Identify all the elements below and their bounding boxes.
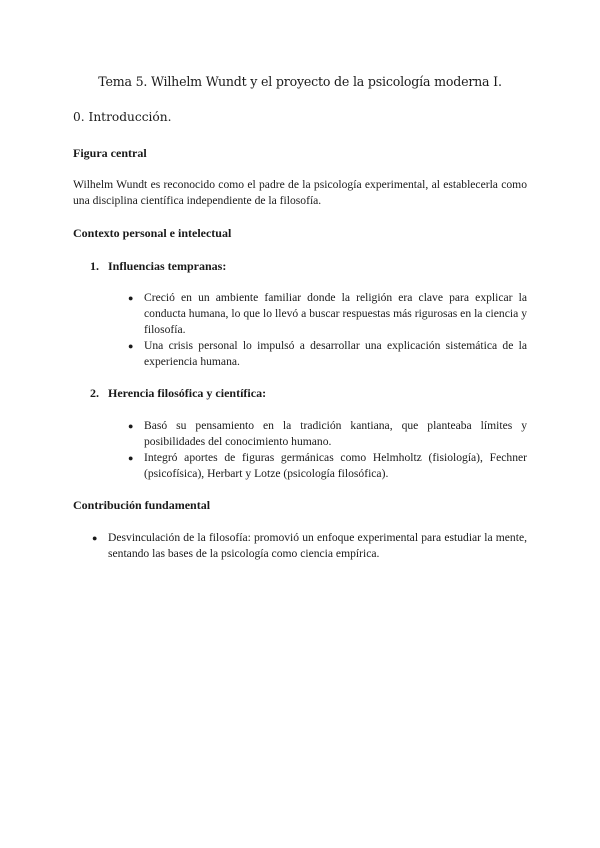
numbered-heading-text: Influencias tempranas:	[108, 259, 227, 273]
bullet-icon: ●	[128, 341, 134, 351]
list-item-text: Basó su pensamiento en la tradición kantiana, que planteaba límites y posibilidades del conocimiento humano.	[144, 419, 527, 448]
bullet-icon: ●	[128, 453, 134, 463]
bullet-icon: ●	[128, 293, 134, 303]
list-item	[128, 338, 527, 370]
subheading-figura-central: Figura central	[73, 146, 147, 160]
section-heading-introduccion: 0. Introducción.	[73, 110, 172, 124]
list-item	[128, 290, 527, 338]
list-number: 2.	[90, 386, 99, 400]
paragraph-figura-central: Wilhelm Wundt es reconocido como el padre de la psicología experimental, al establecerla como una disciplina científica independiente de la filosofía.	[73, 178, 527, 207]
document-title: Tema 5. Wilhelm Wundt y el proyecto de la psicología moderna I.	[98, 74, 502, 89]
list-item-text: Integró aportes de figuras germánicas como Helmholtz (fisiología), Fechner (psicofísica), Herbart y Lotze (psicología filosófica).	[144, 451, 527, 480]
numbered-heading-text: Herencia filosófica y científica:	[108, 386, 267, 400]
list-item-text: Desvinculación de la filosofía: promovió un enfoque experimental para estudiar la mente, sentando las bases de la psicología como ciencia empírica.	[108, 531, 527, 560]
list-item-text: Una crisis personal lo impulsó a desarrollar una explicación sistemática de la experiencia humana.	[144, 339, 527, 368]
list-item	[128, 450, 527, 482]
numbered-heading-influencias	[90, 259, 226, 274]
list-item	[92, 530, 527, 562]
subheading-contribucion: Contribución fundamental	[73, 498, 211, 512]
numbered-heading-herencia	[90, 386, 266, 401]
subheading-contexto: Contexto personal e intelectual	[73, 226, 232, 240]
list-item-text: Creció en un ambiente familiar donde la religión era clave para explicar la conducta humana, lo que lo llevó a buscar respuestas más rigurosas en la ciencia y filosofía.	[144, 291, 527, 336]
bullet-icon: ●	[128, 421, 134, 431]
list-number: 1.	[90, 259, 99, 273]
bullet-icon: ●	[92, 533, 98, 543]
list-item	[128, 418, 527, 450]
